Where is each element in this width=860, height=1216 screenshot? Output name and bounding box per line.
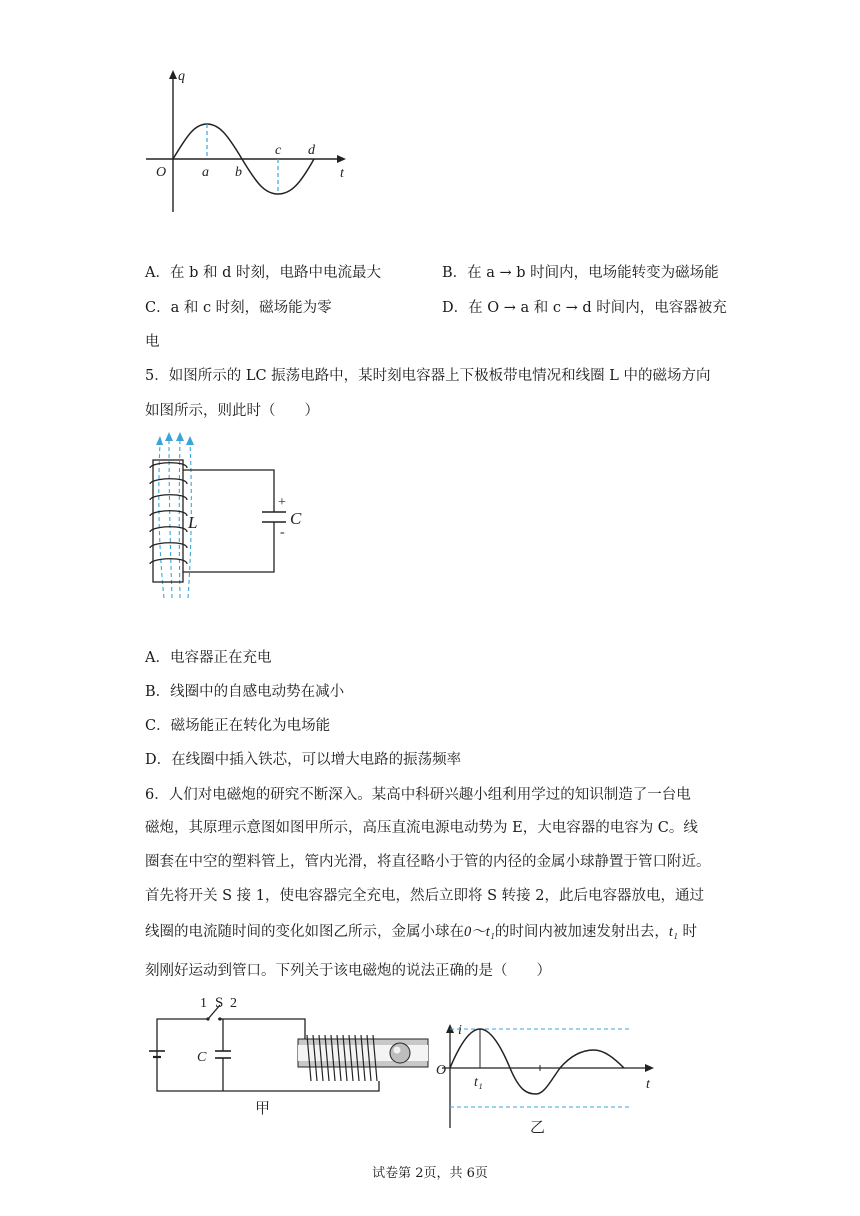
q6-stem-line2: 磁炮，其原理示意图如图甲所示，高压直流电源电动势为 E，大电容器的电容为 C。线 <box>145 820 698 836</box>
q6-stem-line5-b: 的时间内被加速发射出去， <box>494 924 669 940</box>
t-axis-label: t <box>340 166 344 181</box>
q5-stem-line1: 5．如图所示的 LC 振荡电路中，某时刻电容器上下极板带电情况和线圈 L 中的磁场方向 <box>145 368 711 384</box>
time-interval-math: 0～t₁ <box>464 924 495 940</box>
q6-stem-line4: 首先将开关 S 接 1，使电容器完全充电，然后立即将 S 转接 2，此后电容器放电，通过 <box>145 888 704 904</box>
q4-option-d-cont: 电 <box>145 334 160 350</box>
origin-label-yi: O <box>436 1063 447 1078</box>
q-t-graph <box>140 62 360 222</box>
capacitor-label: C <box>290 509 302 528</box>
i-axis-label: i <box>458 1023 462 1038</box>
switch-label: S <box>215 995 224 1011</box>
inductor-label: L <box>188 513 198 532</box>
page-footer: 试卷第 2页，共 6页 <box>372 1166 488 1181</box>
q5-option-d: D．在线圈中插入铁芯，可以增大电路的振荡频率 <box>145 752 462 768</box>
current-time-graph <box>432 1020 664 1140</box>
q6-stem-line5 <box>145 922 697 942</box>
t1-math: t₁ <box>668 924 678 940</box>
q5-option-c: C．磁场能正在转化为电场能 <box>145 718 331 734</box>
point-d: d <box>308 143 315 158</box>
origin-label: O <box>156 165 167 180</box>
railgun-circuit-figure <box>145 995 435 1120</box>
switch-pos-2: 2 <box>230 996 237 1011</box>
q6-stem-line5-a: 线圈的电流随时间的变化如图乙所示，金属小球在 <box>145 924 464 940</box>
q4-option-a: A．在 b 和 d 时刻，电路中电流最大 <box>145 265 381 281</box>
capacitor-c-label: C <box>197 1050 207 1065</box>
t1-tick-label: t₁ <box>474 1075 483 1090</box>
switch-pos-1: 1 <box>200 996 207 1011</box>
q5-option-a: A．电容器正在充电 <box>145 650 272 666</box>
point-a: a <box>202 165 209 180</box>
figure-yi-caption: 乙 <box>530 1120 546 1136</box>
t-axis-label-yi: t <box>646 1077 650 1092</box>
point-c: c <box>275 143 282 158</box>
plus-sign: + <box>278 495 286 510</box>
q4-option-b: B．在 a → b 时间内，电场能转变为磁场能 <box>442 265 719 281</box>
q6-stem-line3: 圈套在中空的塑料管上，管内光滑，将直径略小于管的内径的金属小球静置于管口附近。 <box>145 854 711 870</box>
q6-stem-line6: 刻刚好运动到管口。下列关于该电磁炮的说法正确的是（ ） <box>145 963 551 979</box>
figure-jia-caption: 甲 <box>255 1101 271 1117</box>
q6-stem-line5-d: 时 <box>677 924 698 940</box>
q4-option-d: D．在 O → a 和 c → d 时间内，电容器被充 <box>442 300 727 316</box>
point-b: b <box>235 165 242 180</box>
q-axis-label: q <box>178 69 185 84</box>
lc-circuit-figure <box>140 430 320 605</box>
minus-sign: - <box>280 525 285 540</box>
q5-option-b: B．线圈中的自感电动势在减小 <box>145 684 345 700</box>
q4-option-c: C．a 和 c 时刻，磁场能为零 <box>145 300 332 316</box>
q5-stem-line2: 如图所示，则此时（ ） <box>145 403 319 419</box>
q6-stem-line1: 6．人们对电磁炮的研究不断深入。某高中科研兴趣小组利用学过的知识制造了一台电 <box>145 787 691 803</box>
